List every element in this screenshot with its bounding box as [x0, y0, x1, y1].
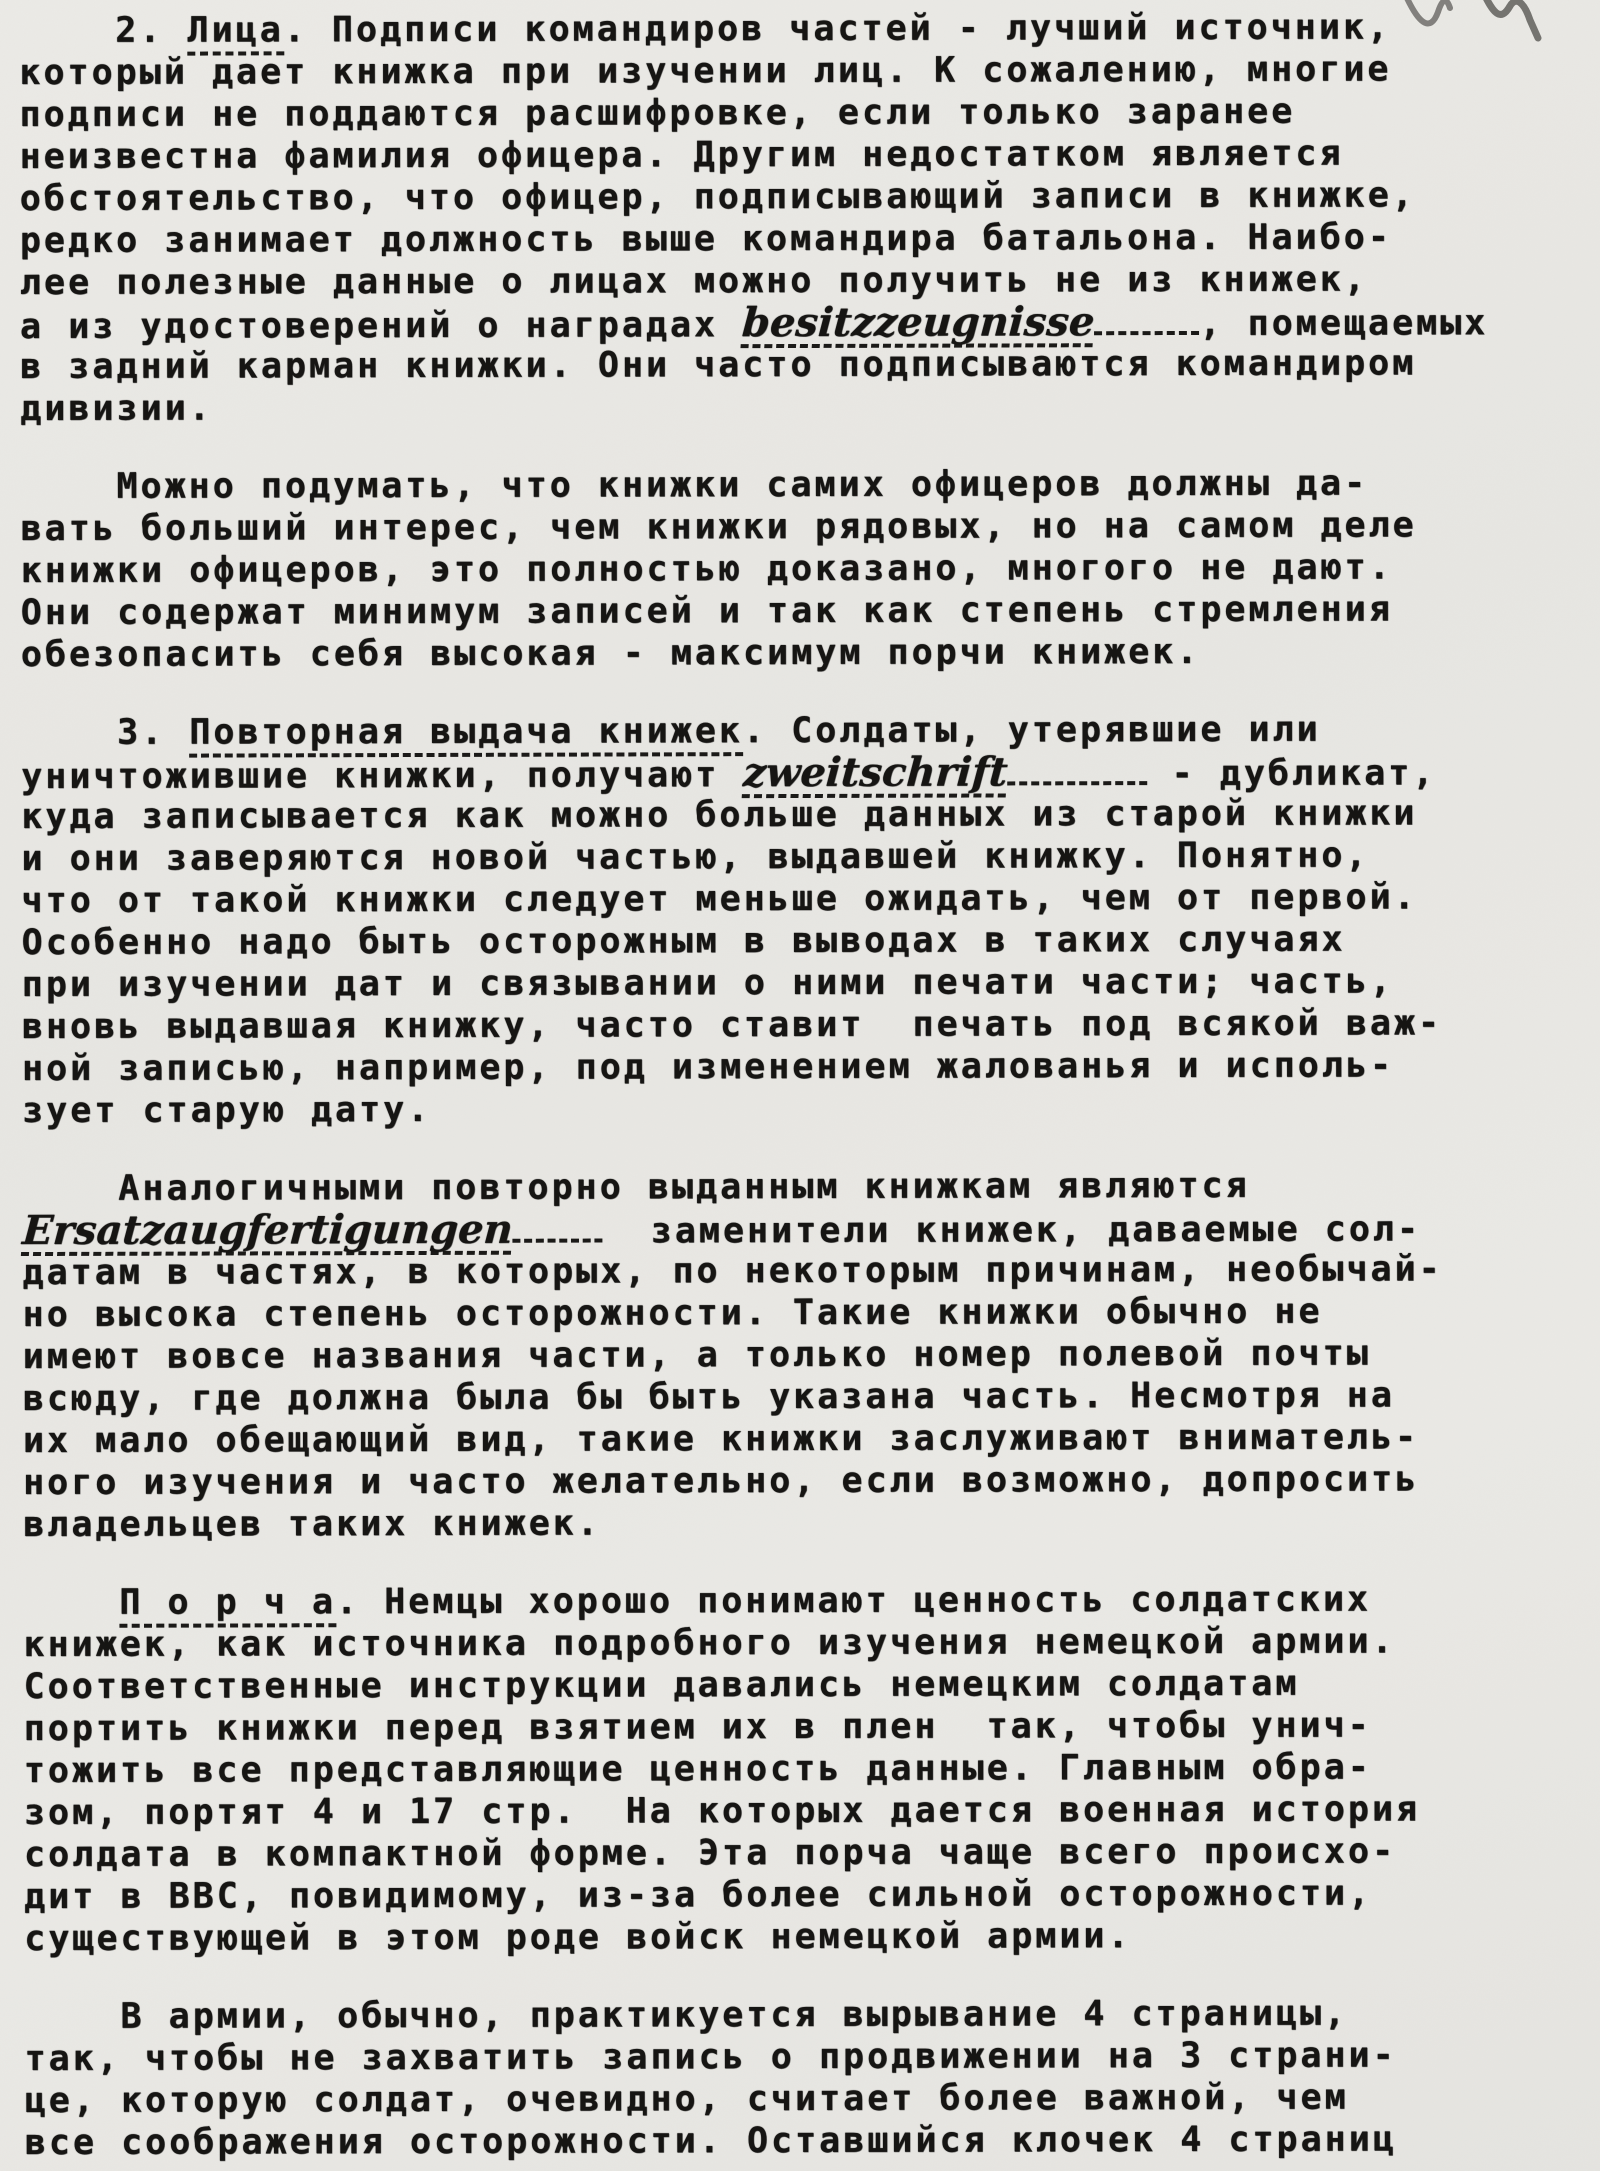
text-line	[24, 1872, 1592, 1918]
paragraph	[20, 462, 1589, 676]
paragraph	[19, 6, 1588, 430]
text-line	[24, 1746, 1592, 1792]
typewritten-text: неизвестна фамилия офицера. Другим недостатком является	[19, 133, 1344, 178]
typewritten-text: це, которую солдат, очевидно, считает более важной, чем	[24, 2077, 1349, 2122]
text-line	[24, 1788, 1592, 1834]
text-line	[21, 708, 1589, 754]
typewritten-text: что от такой книжки следует меньше ожидать, чем от первой.	[21, 877, 1418, 922]
typewritten-text: куда записывается как можно больше данных из старой книжки	[21, 793, 1418, 838]
text-line	[24, 1830, 1592, 1876]
handwritten-german-term: zweitschrift	[742, 751, 1009, 798]
text-line	[19, 6, 1587, 52]
text-line	[23, 1374, 1591, 1420]
text-line	[20, 216, 1588, 262]
text-line	[23, 1458, 1591, 1504]
typewritten-text: портить книжки перед взятием их в плен так, чтобы унич-	[23, 1705, 1372, 1750]
typewritten-text: а из удостоверений о наградах	[19, 305, 743, 348]
typewritten-text: подписи не поддаются расшифровке, если только заранее	[19, 91, 1296, 136]
typewritten-text: так, чтобы не захватить запись о продвижении на 3 страни-	[24, 2035, 1397, 2080]
text-line	[24, 1914, 1592, 1960]
underlined-heading: Лица	[187, 10, 283, 55]
typewritten-text: редко занимает должность выше командира батальона. Наибо-	[19, 217, 1392, 262]
text-line	[21, 750, 1589, 796]
typewritten-text: ной записью, например, под изменением жалованья и исполь-	[21, 1045, 1395, 1090]
handwritten-german-term: besitzzeugnisse	[741, 301, 1096, 348]
blank-underline	[1007, 751, 1147, 785]
typewritten-text: тожить все представляющие ценность данные. Главным обра-	[23, 1747, 1372, 1792]
handwritten-german-term: Ersatzaugfertigungen	[21, 1209, 514, 1256]
text-line	[24, 1704, 1592, 1750]
typewritten-text: Можно подумать, что книжки самих офицеров должны да-	[116, 463, 1369, 507]
text-line	[20, 1205, 1590, 1255]
typewritten-text: ного изучения и часто желательно, если возможно, допросить	[22, 1459, 1420, 1504]
underlined-heading: П о р ч а	[119, 1582, 336, 1628]
typewritten-text: который дает книжка при изучении лиц. К сожалению, многие	[19, 49, 1392, 94]
text-line	[25, 2034, 1593, 2080]
typewritten-text: книжек, как источника подробного изучения немецкой армии.	[23, 1621, 1396, 1666]
typewritten-text: книжки офицеров, это полностью доказано, многого не дают.	[20, 547, 1393, 592]
text-line	[21, 588, 1589, 634]
typewritten-text: . Солдаты, утерявшие или	[742, 709, 1321, 752]
text-line	[19, 90, 1587, 136]
typewritten-text: зует старую дату.	[22, 1089, 432, 1132]
typewritten-text: обстоятельство, что офицер, подписывающий записи в книжке,	[19, 175, 1416, 220]
typewritten-text: их мало обещающий вид, такие книжки заслуживают вниматель-	[22, 1417, 1420, 1462]
text-line	[20, 384, 1588, 430]
text-line	[22, 1002, 1590, 1048]
blank-underline	[513, 1209, 603, 1243]
text-line	[22, 918, 1590, 964]
typewritten-text: В армии, обычно, практикуется вырывание 4 страницы,	[120, 1993, 1349, 2037]
typewritten-text: лее полезные данные о лицах можно получить не из книжек,	[19, 259, 1368, 304]
typewritten-text: имеют вовсе названия части, а только номер полевой почты	[22, 1333, 1371, 1378]
typewritten-text: владельцев таких книжек.	[23, 1503, 601, 1546]
text-line	[25, 2076, 1593, 2122]
text-line	[24, 1662, 1592, 1708]
text-line	[23, 1578, 1591, 1624]
typewritten-text: вать больший интерес, чем книжки рядовых, но на самом деле	[20, 505, 1417, 550]
blank-underline	[1094, 301, 1199, 335]
paragraph	[24, 1992, 1592, 2164]
typewritten-text: заменители книжек, даваемые сол-	[602, 1209, 1422, 1252]
text-line	[23, 1500, 1591, 1546]
text-line	[21, 546, 1589, 592]
typewritten-text: зом, портят 4 и 17 стр. На которых дается военная история	[23, 1789, 1421, 1834]
text-line	[20, 504, 1588, 550]
typewritten-text: 2.	[115, 10, 188, 51]
typewritten-text: датам в частях, в которых, по некоторым причинам, необычай-	[22, 1249, 1443, 1294]
typewritten-text: Аналогичными повторно выданным книжкам являются	[118, 1165, 1250, 1209]
text-line	[23, 1332, 1591, 1378]
text-line	[22, 960, 1590, 1006]
text-line	[20, 462, 1588, 508]
text-line	[21, 630, 1589, 676]
typewritten-text: 3.	[117, 712, 190, 753]
text-line	[21, 834, 1589, 880]
text-line	[22, 1044, 1590, 1090]
typewritten-text: обезопасить себя высокая - максимум порчи книжек.	[20, 631, 1201, 676]
typewritten-text: вновь выдавшая книжку, часто ставит печать под всякой важ-	[21, 1003, 1443, 1048]
paragraph	[22, 1164, 1591, 1546]
typewritten-text: . Подписи командиров частей - лучший источник,	[283, 7, 1392, 51]
text-line	[20, 300, 1588, 346]
text-line	[23, 1620, 1591, 1666]
typewritten-text: дит в ВВС, повидимому, из-за более сильной осторожности,	[24, 1873, 1373, 1918]
paragraph	[23, 1578, 1592, 1960]
typewritten-text: солдата в компактной форме. Эта порча чаще всего происхо-	[23, 1831, 1397, 1876]
typewritten-text: уничтожившие книжки, получают	[21, 755, 744, 798]
typewritten-text: - дубликат,	[1147, 753, 1437, 795]
text-line	[20, 342, 1588, 388]
typewritten-text: существующей в этом роде войск немецкой армии.	[24, 1916, 1132, 1960]
typewritten-text: дивизии.	[20, 388, 213, 430]
typewritten-text: в задний карман книжки. Они часто подписываются командиром	[20, 343, 1417, 388]
typewritten-text: , помещаемых	[1199, 303, 1489, 344]
text-line	[20, 132, 1588, 178]
text-line	[21, 876, 1589, 922]
underlined-heading: Повторная выдача книжек	[189, 711, 743, 757]
typewritten-text: всюду, где должна была бы быть указана часть. Несмотря на	[22, 1375, 1395, 1420]
typewritten-text: при изучении дат и связывании о ними печати части; часть,	[21, 961, 1394, 1006]
text-line	[20, 258, 1588, 304]
text-line	[24, 1992, 1592, 2038]
typewritten-text: Особенно надо быть осторожным в выводах в таких случаях	[21, 919, 1346, 964]
typewritten-text: все соображения осторожности. Оставшийся клочек 4 страниц	[24, 2119, 1397, 2164]
text-line	[21, 792, 1589, 838]
typewritten-text: Соответственные инструкции давались немецким солдатам	[23, 1663, 1300, 1708]
text-line	[22, 1086, 1590, 1132]
text-line	[25, 2118, 1593, 2164]
text-line	[20, 174, 1588, 220]
typewritten-text: Они содержат минимум записей и так как степень стремления	[20, 589, 1393, 634]
typewritten-text: . Немцы хорошо понимают ценность солдатских	[335, 1579, 1372, 1623]
text-line	[23, 1290, 1591, 1336]
typewritten-text: но высока степень осторожности. Такие книжки обычно не	[22, 1291, 1323, 1336]
typewritten-text: и они заверяются новой частью, выдавшей книжку. Понятно,	[21, 835, 1370, 880]
paragraph	[21, 708, 1590, 1132]
text-line	[19, 48, 1587, 94]
text-line	[22, 1164, 1590, 1210]
text-line	[23, 1416, 1591, 1462]
